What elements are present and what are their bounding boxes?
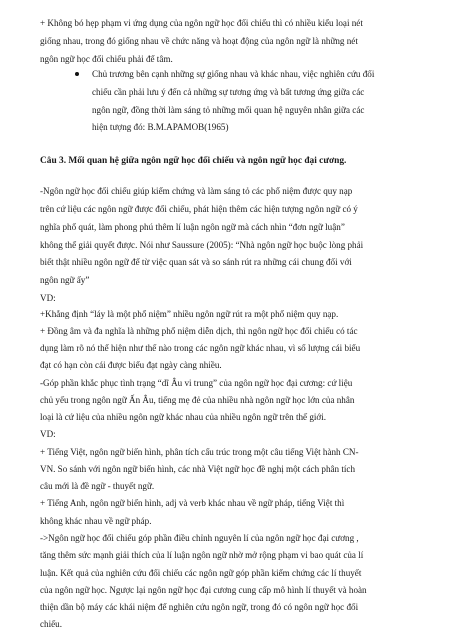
text-line: -Góp phần khắc phục tình trạng “dĩ Âu vi trung” của ngôn ngữ học đại cương: cứ liệu bbox=[40, 378, 353, 388]
text-line: đạt có hạn còn cái được biểu đạt ngày càng nhiều. bbox=[40, 360, 222, 370]
text-line: giống nhau, trong đó giống nhau về chức năng và hoạt động của ngôn ngữ là những nét bbox=[40, 36, 358, 46]
text-line: + Tiếng Anh, ngôn ngữ biến hình, adj và verb khác nhau về ngữ pháp, tiếng Việt thì bbox=[40, 498, 345, 508]
text-line: ngôn ngữ ấy” bbox=[40, 275, 90, 285]
text-line: -Ngôn ngữ học đối chiếu giúp kiểm chứng và làm sáng tỏ các phổ niệm được quy nạp bbox=[40, 186, 353, 196]
text-line: dụng làm rõ nó thể hiện như thế nào trong các ngôn ngữ khác nhau, vì số lượng cái biểu bbox=[40, 343, 361, 353]
text-line: VD: bbox=[40, 429, 56, 439]
text-line: trên cứ liệu các ngôn ngữ được đối chiếu, phát hiện thêm các hiện tượng ngôn ngữ có ý bbox=[40, 204, 358, 214]
bullet-text-line: ngôn ngữ, đồng thời làm sáng tỏ những mối quan hệ nguyên nhân giữa các bbox=[92, 105, 365, 115]
text-line: +Khẳng định “láy là một phổ niệm” nhiều ngôn ngữ rút ra một phổ niệm quy nạp. bbox=[40, 309, 339, 319]
text-line: ngôn ngữ học đối chiếu phải để tâm. bbox=[40, 54, 173, 64]
text-line: của ngôn ngữ học. Ngược lại ngôn ngữ học đại cương cung cấp mô hình lí thuyết và hoàn bbox=[40, 585, 367, 595]
text-line: chủ yếu trong ngôn ngữ Ấn Âu, tiếng mẹ đẻ của nhiều nhà ngôn ngữ học lớn của nhân bbox=[40, 395, 355, 405]
text-line: + Không bó hẹp phạm vi ứng dụng của ngôn ngữ học đối chiếu thì có nhiều kiểu loại nét bbox=[40, 18, 363, 28]
text-line: chiếu. bbox=[40, 619, 62, 629]
text-line: + Đồng âm và đa nghĩa là những phổ niệm diễn dịch, thì ngôn ngữ học đối chiếu có tác bbox=[40, 326, 358, 336]
text-line: loại là cứ liệu của nhiều ngôn ngữ khác nhau của nhiều ngôn ngữ trên thế giới. bbox=[40, 412, 327, 422]
text-line: nghĩa phổ quát, làm phong phú thêm lí luận ngôn ngữ mà cách nhìn “đơn ngữ luận” bbox=[40, 222, 345, 232]
text-line: biết thật nhiều ngôn ngữ để từ việc quan sát và so sánh rút ra những cái chung đối với bbox=[40, 257, 352, 267]
text-line: luận. Kết quả của nghiên cứu đối chiếu các ngôn ngữ góp phần kiểm chứng các lí thuyết bbox=[40, 568, 362, 578]
text-line: câu mới là đề ngữ - thuyết ngữ. bbox=[40, 481, 155, 491]
text-line: tăng thêm sức mạnh giải thích của lí luận ngôn ngữ nhờ mở rộng phạm vi bao quát của lí bbox=[40, 550, 364, 560]
text-line: không khác nhau về ngữ pháp. bbox=[40, 516, 152, 526]
bullet-text-line: hiện tượng đó: B.M.APAMOB(1965) bbox=[92, 122, 229, 132]
text-line: + Tiếng Việt, ngôn ngữ biến hình, phân tích cấu trúc trong một câu tiếng Việt hành CN- bbox=[40, 447, 359, 457]
bullet-text-line: Chủ trương bên cạnh những sự giống nhau và khác nhau, việc nghiên cứu đối bbox=[92, 69, 375, 79]
section-heading: Câu 3. Mối quan hệ giữa ngôn ngữ học đối chiếu và ngôn ngữ học đại cương. bbox=[40, 156, 347, 166]
text-line: ->Ngôn ngữ học đối chiếu góp phần điều chỉnh nguyên lí của ngôn ngữ học đại cương , bbox=[40, 533, 359, 543]
bullet-icon bbox=[75, 72, 79, 76]
text-line: thiện dần bộ máy các khái niệm để nghiên cứu ngôn ngữ, trong đó có ngôn ngữ học đối bbox=[40, 602, 359, 612]
text-line: VN. So sánh với ngôn ngữ biến hình, các nhà Việt ngữ học đề nghị một cách phân tích bbox=[40, 464, 355, 474]
text-line: VD: bbox=[40, 293, 56, 303]
text-line: không thể giải quyết được. Nói như Saussure (2005): “Nhà ngôn ngữ học buộc lòng phải bbox=[40, 240, 364, 250]
bullet-text-line: chiếu cần phải lưu ý đến cả những sự tương ứng và bất tương ứng giữa các bbox=[92, 87, 365, 97]
